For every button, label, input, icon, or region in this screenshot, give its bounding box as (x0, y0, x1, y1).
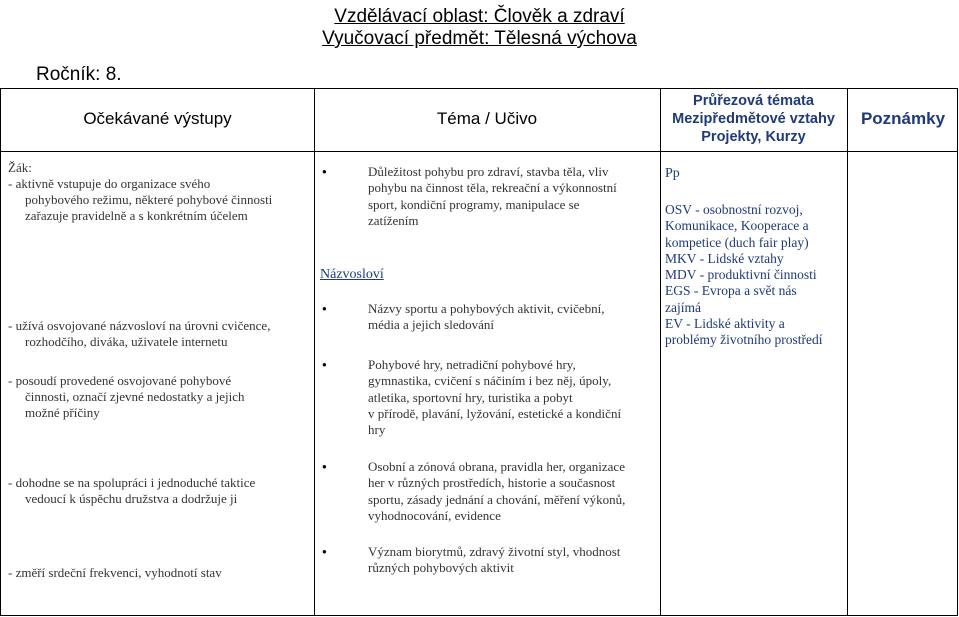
header-cross-line2: Mezipředmětové vztahy (672, 111, 835, 127)
topic-line: v přírodě, plavání, lyžování, estetické a kondiční (368, 405, 622, 421)
topic-line: Důležitost pohybu pro zdraví, stavba těla, vliv (368, 164, 609, 179)
topic-line: pohybu na činnost těla, rekreační a výkonnostní (368, 180, 617, 196)
cross-topic-line: MDV - produktivní činnosti (665, 267, 817, 283)
output-3 (8, 373, 244, 421)
topic-1 (368, 164, 617, 229)
output-line: vedoucí k úspěchu družstva a dodržuje ji (25, 491, 238, 506)
topic-5 (368, 544, 620, 577)
cross-topics-list (665, 202, 822, 349)
topic-4 (368, 459, 625, 524)
topic-line: hry (368, 422, 386, 438)
topic-line: média a jejich sledování (368, 317, 494, 333)
header-topics: Téma / Učivo (436, 109, 538, 128)
output-line: pohybového režimu, některé pohybové činnosti (25, 192, 273, 207)
cross-topic-line: zajímá (665, 299, 701, 315)
output-line: činnosti, označí zjevné nedostatky a jejich (25, 389, 245, 404)
header-notes: Poznámky (860, 109, 946, 128)
header-cross-line1: Průřezová témata (693, 93, 814, 109)
output-line: - posoudí provedené osvojované pohybové (8, 373, 232, 388)
output-5 (8, 565, 222, 581)
topic-line: Pohybové hry, netradiční pohybové hry, (368, 357, 576, 372)
pp-label: Pp (665, 166, 680, 181)
topic-line: Význam biorytmů, zdravý životní styl, vhodnost (368, 544, 621, 559)
output-1 (8, 176, 272, 224)
topic-line: gymnastika, cvičení s náčiním i bez něj, úpoly, (368, 373, 612, 389)
cross-topic-line: problémy životního prostředí (665, 332, 823, 348)
column-divider (314, 89, 315, 615)
topic-line: různých pohybových aktivit (368, 560, 514, 576)
topic-line: sportu, zásady jednání a chování, měření výkonů, (368, 491, 626, 507)
topic-line: Názvy sportu a pohybových aktivit, cvičební, (368, 301, 605, 316)
output-line: zařazuje pravidelně a s konkrétním účelem (25, 208, 248, 223)
curriculum-table (0, 88, 958, 616)
topic-line: her v různých prostředích, historie a současnost (368, 475, 616, 491)
output-line: - změří srdeční frekvenci, vyhodnotí stav (8, 565, 222, 580)
terminology-heading: Názvosloví (320, 267, 384, 282)
output-line: - dohodne se na spolupráci i jednoduché taktice (8, 475, 256, 490)
topic-line: atletika, sportovní hry, turistika a pobyt (368, 389, 573, 405)
topic-2 (368, 301, 604, 334)
cross-topic-line: OSV - osobnostní rozvoj, (665, 202, 803, 217)
header-outputs: Očekávané výstupy (83, 109, 232, 128)
subject-title: Vyučovací předmět: Tělesná výchova (322, 28, 637, 49)
bullet-icon: ● (322, 167, 327, 176)
topic-line: zatížením (368, 212, 419, 228)
output-line: - aktivně vstupuje do organizace svého (8, 176, 211, 191)
topic-line: Osobní a zónová obrana, pravidla her, organizace (368, 459, 625, 474)
topic-line: vyhodnocování, evidence (368, 507, 501, 523)
cross-topic-line: Komunikace, Kooperace a (665, 218, 809, 234)
cross-topic-line: EGS - Evropa a svět nás (665, 283, 797, 299)
header-divider (1, 151, 957, 152)
bullet-icon: ● (322, 547, 327, 556)
output-2 (8, 318, 270, 350)
topic-3 (368, 357, 621, 438)
topic-line: sport, kondiční programy, manipulace se (368, 196, 580, 212)
column-divider (847, 89, 848, 615)
cross-topic-line: EV - Lidské aktivity a (665, 316, 785, 332)
bullet-icon: ● (322, 462, 327, 471)
column-divider (660, 89, 661, 615)
student-label: Žák: (8, 160, 32, 175)
grade-label: Ročník: 8. (36, 64, 122, 85)
bullet-icon: ● (322, 304, 327, 313)
cross-topic-line: MKV - Lidské vztahy (665, 250, 784, 266)
output-4 (8, 475, 255, 507)
header-cross-line3: Projekty, Kurzy (701, 129, 806, 145)
output-line: rozhodčího, diváka, uživatele internetu (25, 334, 228, 349)
area-title: Vzdělávací oblast: Člověk a zdraví (334, 6, 625, 27)
output-line: možné příčiny (25, 405, 100, 420)
cross-topic-line: kompetice (duch fair play) (665, 234, 809, 250)
bullet-icon: ● (322, 360, 327, 369)
header-cross-topics (660, 92, 847, 146)
output-line: - užívá osvojované názvosloví na úrovni cvičence, (8, 318, 271, 333)
